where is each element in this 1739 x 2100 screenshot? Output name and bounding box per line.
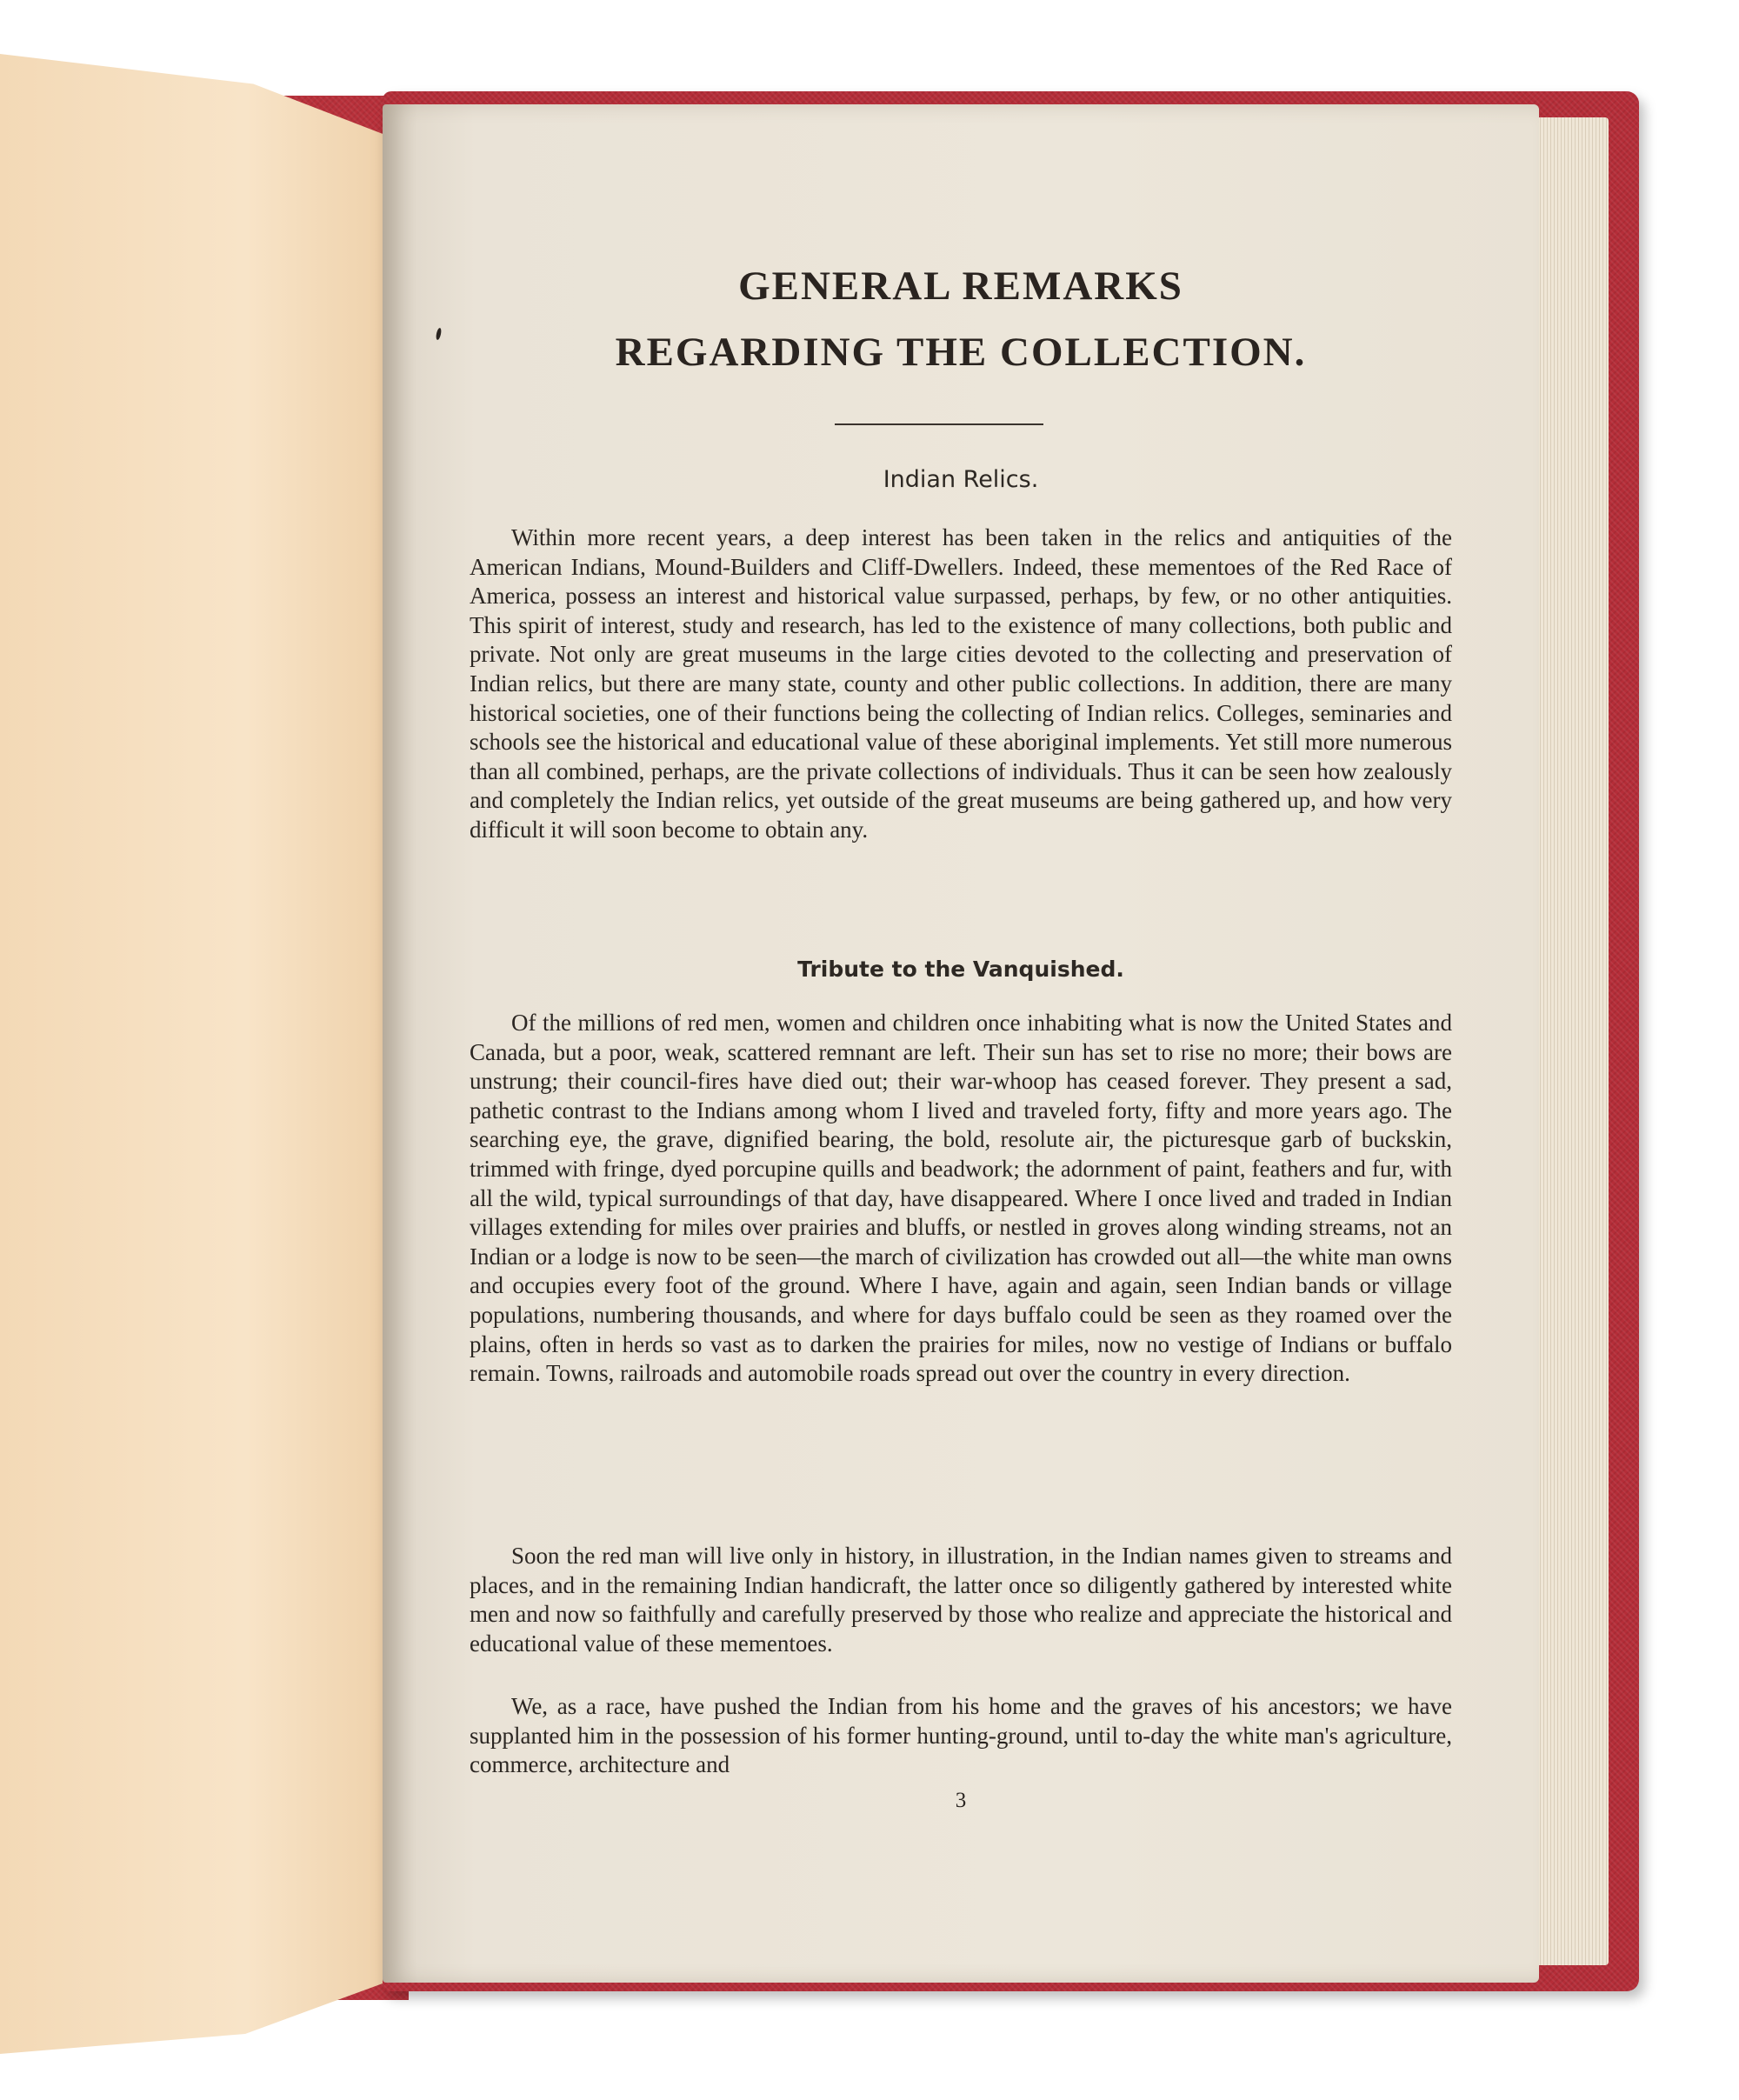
paragraph: Of the millions of red men, women and children once inhabiting what is now the United States and Canada, but a poor, weak, scattered remnant are left. Their sun has set to rise no more; their bows are unstrung; their council-fires have died out; their war-whoop has ceased forever. They present a sad, pathetic contrast to the Indians among whom I lived and traveled forty, fifty and more years ago. The searching eye, the grave, dignified bearing, the bold, resolute air, the picturesque garb of buckskin, trimmed with fringe, dyed porcupine quills and beadwork; the adornment of paint, feathers and fur, with all the wild, typical surroundings of that day, have disappeared. Where I once lived and traded in Indian villages extending for miles over prairies and bluffs, or nestled in groves along winding streams, not an Indian or a lodge is now to be seen—the march of civilization has crowded out all—the white man owns and occupies every foot of the ground. Where I have, again and again, seen Indian bands or village populations, numbering thousands, and where for days buffalo could be seen as they roamed over the plains, often in herds so vast as to darken the prairies for miles, now no vestige of Indians or buffalo remain. Towns, railroads and automobile roads spread out over the country in every direction. xyxy=(470,1010,1452,1387)
title-divider xyxy=(835,423,1043,425)
section-heading-tribute: Tribute to the Vanquished. xyxy=(797,957,1124,982)
page-title-line-1: GENERAL REMARKS xyxy=(738,263,1183,309)
section-heading-indian-relics: Indian Relics. xyxy=(883,466,1039,493)
paragraph: Soon the red man will live only in history, in illustration, in the Indian names given to streams and places, and in the remaining Indian handicraft, the latter once so diligently gathered by interested white men and now so faithfully and carefully preserved by those who realize and appreciate the historical and educational value of these mementoes. xyxy=(470,1543,1452,1657)
left-blank-page xyxy=(0,54,409,2054)
paragraph: We, as a race, have pushed the Indian from his home and the graves of his ancestors; we have supplanted him in the possession of his former hunting-ground, until to-day the white man's agriculture, commerce, architecture and xyxy=(470,1693,1452,1778)
paragraph: Within more recent years, a deep interest has been taken in the relics and antiquities of the American Indians, Mound-Builders and Cliff-Dwellers. Indeed, these mementoes of the Red Race of America, possess an interest and historical value surpassed, perhaps, by few, or no other antiquities. This spirit of interest, study and research, has led to the existence of many collections, both public and private. Not only are great museums in the large cities devoted to the collecting and preservation of Indian relics, but there are many state, county and other public collections. In addition, there are many historical societies, one of their functions being the collecting of Indian relics. Colleges, seminaries and schools see the historical and educational value of these aboriginal implements. Yet still more numerous than all combined, perhaps, are the private collections of individuals. Thus it can be seen how zealously and completely the Indian relics, yet outside of the great museums are being gathered up, and how very difficult it will soon become to obtain any. xyxy=(470,524,1452,843)
page-title-line-2: REGARDING THE COLLECTION. xyxy=(615,330,1307,375)
page-number: 3 xyxy=(955,1789,967,1812)
